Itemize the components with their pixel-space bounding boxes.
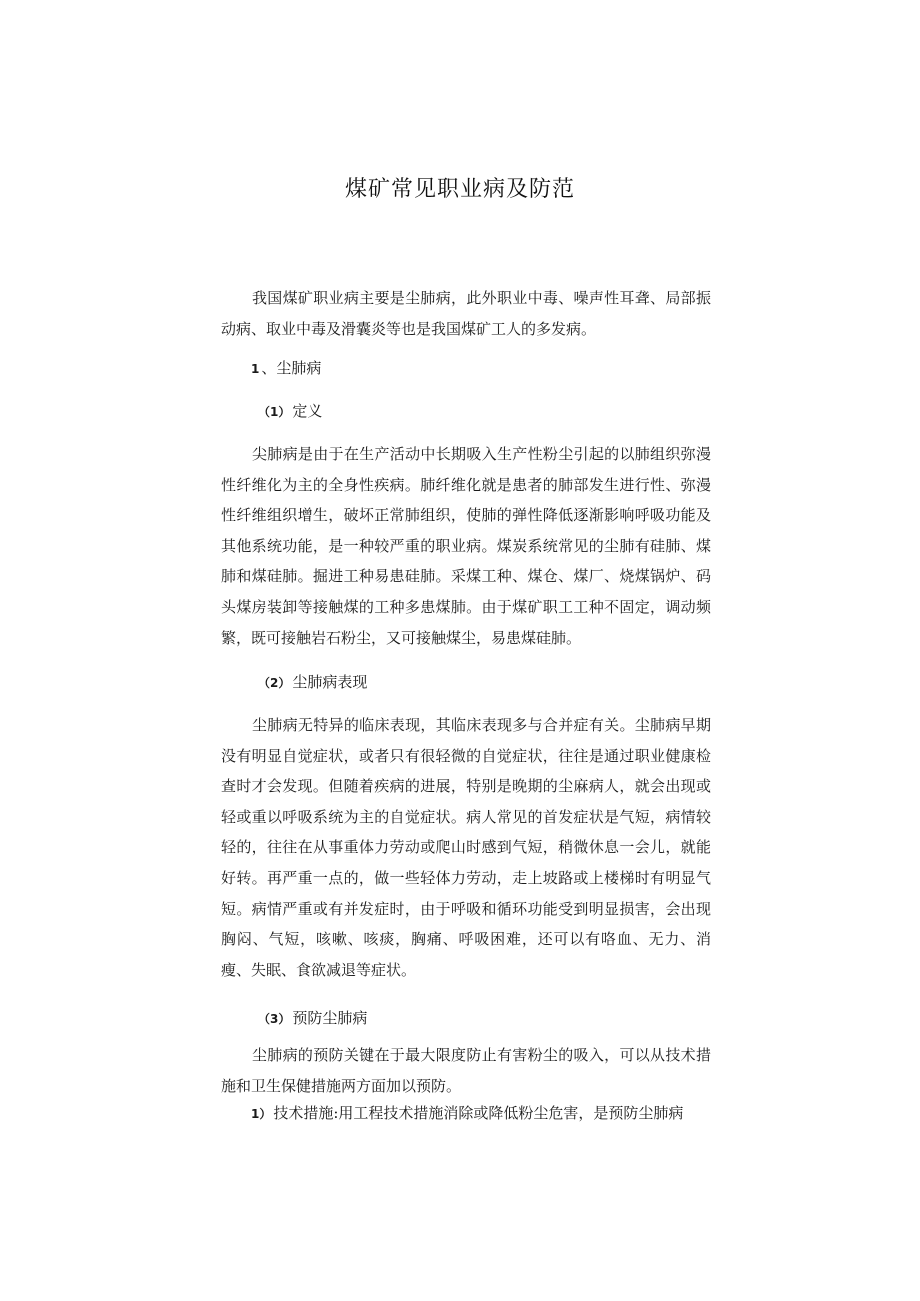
definition-paragraph: 尖肺病是由于在生产活动中长期吸入生产性粉尘引起的以肺组织弥漫性纤维化为主的全身性疾病。肺纤维化就是患者的肺部发生进行性、弥漫性纤维组织增生，破坏正常肺组织，使肺的弹性降低逐渐影响呼吸功能及其他系统功能，是一种较严重的职业病。煤炭系统常见的尘肺有硅肺、煤肺和煤硅肺。掘进工种易患硅肺。采煤工种、煤仓、煤厂、烧煤锅炉、码头煤房装卸等接触煤的工种多患煤肺。由于煤矿职工工种不固定，调动频繁，既可接触岩石粉尘，又可接触煤尘，易患煤硅肺。 bbox=[221, 445, 711, 647]
tech-label: 技术措施: bbox=[273, 1104, 339, 1122]
subheading-number: （1） bbox=[258, 405, 291, 419]
section-number: 1 bbox=[251, 362, 260, 376]
section-label: 、尘肺病 bbox=[261, 359, 322, 377]
subheading-number: （3） bbox=[258, 1012, 291, 1026]
prevention-paragraph: 尘肺病的预防关键在于最大限度防止有害粉尘的吸入，可以从技术措施和卫生保健措施两方面加以预防。 bbox=[221, 1046, 711, 1095]
subheading-number: （2） bbox=[258, 676, 291, 690]
intro-paragraph: 我国煤矿职业病主要是尘肺病，此外职业中毒、噪声性耳聋、局部振动病、取业中毒及滑囊炎等也是我国煤矿工人的多发病。 bbox=[221, 289, 711, 338]
tech-body: 用工程技术措施消除或降低粉尘危害，是预防尘肺病 bbox=[338, 1104, 684, 1122]
symptoms-paragraph: 尘肺病无特异的临床表现，其临床表现多与合并症有关。尘肺病早期没有明显自觉症状，或者只有很轻微的自觉症状，往往是通过职业健康检查时才会发现。但随着疾病的进展，特别是晚期的尘麻病人，就会出现或轻或重以呼吸系统为主的自觉症状。病人常见的首发症状是气短，病情较轻的，往往在从事重体力劳动或爬山时感到气短，稍微休息一会儿，就能好转。再严重一点的，做一些轻体力劳动，走上坡路或上楼梯时有明显气短。病情严重或有并发症时，由于呼吸和循环功能受到明显损害，会出现胸闷、气短，咳嗽、咳痰，胸痛、呼吸困难，还可以有咯血、无力、消瘦、失眠、食欲减退等症状。 bbox=[221, 716, 711, 979]
document-title: 煤矿常见职业病及防范 bbox=[344, 177, 575, 202]
section-heading-pneumoconiosis bbox=[251, 357, 321, 380]
subheading-prevention bbox=[258, 1007, 367, 1030]
subheading-label: 尘肺病表现 bbox=[292, 673, 368, 691]
technical-measures-line bbox=[251, 1102, 711, 1125]
tech-number: 1） bbox=[251, 1107, 272, 1121]
subheading-definition bbox=[258, 400, 322, 423]
subheading-label: 预防尘肺病 bbox=[292, 1009, 368, 1027]
subheading-label: 定义 bbox=[292, 402, 323, 420]
subheading-symptoms bbox=[258, 671, 367, 694]
